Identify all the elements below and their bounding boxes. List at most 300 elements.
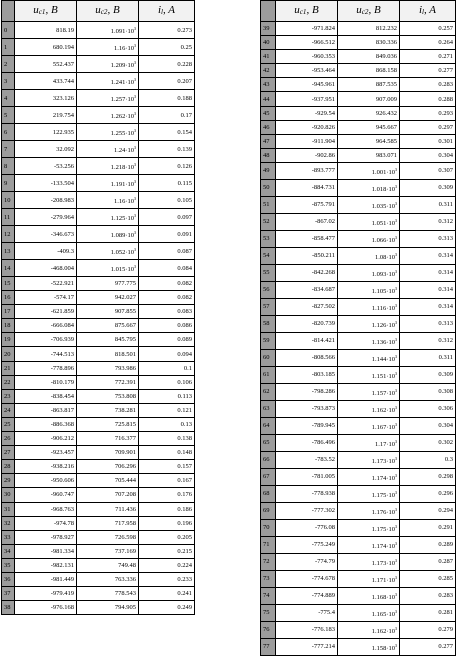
uc2-cell: 711.436: [77, 502, 139, 516]
il-cell: 0.306: [400, 400, 456, 417]
row-index-cell: 14: [2, 260, 15, 277]
table-row: [261, 536, 456, 553]
il-cell: 0.314: [400, 281, 456, 298]
uc1-cell: -744.513: [15, 347, 77, 361]
uc2-cell: $1.162\cdot 10^3$: [338, 621, 400, 638]
row-index-cell: 65: [261, 434, 276, 451]
row-index-cell: 68: [261, 485, 276, 502]
table-row: [2, 56, 195, 73]
row-index-cell: 60: [261, 349, 276, 366]
row-index-cell: 31: [2, 502, 15, 516]
table-row: [261, 451, 456, 468]
uc2-cell: $1.191\cdot 10^3$: [77, 175, 139, 192]
row-index-cell: 34: [2, 544, 15, 558]
uc1-cell: -850.211: [276, 247, 338, 264]
uc2-cell: $1.209\cdot 10^3$: [77, 56, 139, 73]
il-cell: 0.283: [400, 78, 456, 92]
index-column-header: [261, 1, 276, 22]
table-row: [2, 502, 195, 516]
table-row: [2, 432, 195, 446]
uc2-cell: 737.169: [77, 544, 139, 558]
row-index-cell: 8: [2, 158, 15, 175]
il-cell: 0.176: [139, 488, 195, 502]
table-row: [2, 277, 195, 291]
uc1-cell: -346.673: [15, 226, 77, 243]
uc2-cell: 793.986: [77, 361, 139, 375]
table-row: [2, 389, 195, 403]
table-row: [2, 260, 195, 277]
uc2-cell: $1.218\cdot 10^3$: [77, 158, 139, 175]
row-index-cell: 48: [261, 148, 276, 162]
row-index-cell: 17: [2, 305, 15, 319]
uc2-cell: $1.001\cdot 10^3$: [338, 162, 400, 179]
table-row: [261, 36, 456, 50]
row-index-cell: 64: [261, 417, 276, 434]
il-cell: 0.294: [400, 502, 456, 519]
uc2-cell: $1.168\cdot 10^3$: [338, 587, 400, 604]
il-cell: 0.313: [400, 230, 456, 247]
table-row: [261, 383, 456, 400]
table-row: [261, 366, 456, 383]
uc1-cell: -978.927: [15, 530, 77, 544]
uc2-cell: $1.174\cdot 10^3$: [338, 468, 400, 485]
uc1-cell: -133.504: [15, 175, 77, 192]
il-cell: 0.304: [400, 148, 456, 162]
row-index-cell: 45: [261, 106, 276, 120]
il-cell: 0.138: [139, 432, 195, 446]
il-cell: 0.082: [139, 291, 195, 305]
row-index-cell: 77: [261, 638, 276, 655]
uc1-cell: -279.964: [15, 209, 77, 226]
il-cell: 0.084: [139, 260, 195, 277]
row-index-cell: 0: [2, 22, 15, 39]
table-row: [2, 347, 195, 361]
il-cell: 0.287: [400, 553, 456, 570]
table-row: [2, 403, 195, 417]
table-row: [261, 332, 456, 349]
table-row: [2, 243, 195, 260]
uc1-cell: -974.78: [15, 516, 77, 530]
il-cell: 0.309: [400, 366, 456, 383]
row-index-cell: 18: [2, 319, 15, 333]
uc1-cell: -968.763: [15, 502, 77, 516]
table-row: [261, 485, 456, 502]
table-row: [261, 315, 456, 332]
uc2-cell: 845.795: [77, 333, 139, 347]
uc2-cell: $1.105\cdot 10^3$: [338, 281, 400, 298]
uc2-cell: $1.125\cdot 10^3$: [77, 209, 139, 226]
il-cell: 0.1: [139, 361, 195, 375]
il-cell: 0.106: [139, 375, 195, 389]
table-body: [2, 22, 195, 615]
uc2-cell: $1.144\cdot 10^3$: [338, 349, 400, 366]
data-table-left: [1, 0, 195, 615]
uc1-cell: -574.17: [15, 291, 77, 305]
uc1-cell: -786.496: [276, 434, 338, 451]
uc2-column-header: $u_{c2}$, B: [338, 1, 400, 22]
uc1-cell: -911.904: [276, 134, 338, 148]
row-index-cell: 56: [261, 281, 276, 298]
uc2-cell: $1.257\cdot 10^3$: [77, 90, 139, 107]
uc1-cell: -814.421: [276, 332, 338, 349]
row-index-cell: 44: [261, 92, 276, 106]
uc2-cell: $1.173\cdot 10^3$: [338, 451, 400, 468]
uc1-cell: -842.268: [276, 264, 338, 281]
uc2-cell: $1.093\cdot 10^3$: [338, 264, 400, 281]
row-index-cell: 57: [261, 298, 276, 315]
uc2-cell: 964.585: [338, 134, 400, 148]
uc1-cell: -783.52: [276, 451, 338, 468]
uc1-cell: -409.3: [15, 243, 77, 260]
il-cell: 0.139: [139, 141, 195, 158]
uc1-cell: -774.678: [276, 570, 338, 587]
row-index-cell: 72: [261, 553, 276, 570]
il-cell: 0.167: [139, 474, 195, 488]
il-cell: 0.113: [139, 389, 195, 403]
row-index-cell: 43: [261, 78, 276, 92]
il-cell: 0.228: [139, 56, 195, 73]
uc2-cell: $1.136\cdot 10^3$: [338, 332, 400, 349]
il-cell: 0.293: [400, 106, 456, 120]
data-table-right: [260, 0, 456, 656]
uc2-cell: 738.281: [77, 403, 139, 417]
uc2-cell: $1.17\cdot 10^3$: [338, 434, 400, 451]
table-row: [2, 175, 195, 192]
row-index-cell: 27: [2, 446, 15, 460]
table-row: [2, 375, 195, 389]
uc1-cell: 122.935: [15, 124, 77, 141]
il-cell: 0.279: [400, 621, 456, 638]
row-index-cell: 29: [2, 474, 15, 488]
table-row: [261, 417, 456, 434]
il-cell: 0.308: [400, 383, 456, 400]
table-row: [261, 230, 456, 247]
uc1-cell: -808.566: [276, 349, 338, 366]
table-row: [261, 179, 456, 196]
uc1-cell: -793.873: [276, 400, 338, 417]
row-index-cell: 6: [2, 124, 15, 141]
table-row: [2, 209, 195, 226]
uc1-cell: -981.334: [15, 544, 77, 558]
il-cell: 0.121: [139, 403, 195, 417]
table-row: [261, 553, 456, 570]
il-cell: 0.285: [400, 570, 456, 587]
uc2-cell: $1.171\cdot 10^3$: [338, 570, 400, 587]
il-cell: 0.311: [400, 196, 456, 213]
uc1-cell: 32.092: [15, 141, 77, 158]
row-index-cell: 42: [261, 64, 276, 78]
table-row: [2, 460, 195, 474]
row-index-cell: 54: [261, 247, 276, 264]
table-row: [2, 39, 195, 56]
table-row: [261, 587, 456, 604]
uc1-cell: -929.54: [276, 106, 338, 120]
row-index-cell: 23: [2, 389, 15, 403]
table-row: [2, 587, 195, 601]
uc2-cell: $1.157\cdot 10^3$: [338, 383, 400, 400]
table-row: [2, 124, 195, 141]
uc2-cell: 778.543: [77, 587, 139, 601]
table-row: [261, 638, 456, 655]
uc2-cell: 717.958: [77, 516, 139, 530]
il-cell: 0.233: [139, 572, 195, 586]
row-index-cell: 40: [261, 36, 276, 50]
uc1-cell: -777.302: [276, 502, 338, 519]
uc2-cell: $1.174\cdot 10^3$: [338, 536, 400, 553]
uc1-cell: -468.004: [15, 260, 77, 277]
il-cell: 0.277: [400, 638, 456, 655]
il-cell: 0.188: [139, 90, 195, 107]
header-row: [2, 1, 195, 22]
row-index-cell: 13: [2, 243, 15, 260]
il-cell: 0.309: [400, 179, 456, 196]
il-cell: 0.298: [400, 468, 456, 485]
uc2-cell: 907.009: [338, 92, 400, 106]
table-row: [2, 601, 195, 615]
uc2-cell: 709.901: [77, 446, 139, 460]
il-cell: 0.307: [400, 162, 456, 179]
uc1-column-header: $u_{c1}$, B: [276, 1, 338, 22]
uc1-cell: -621.859: [15, 305, 77, 319]
row-index-cell: 53: [261, 230, 276, 247]
il-cell: 0.205: [139, 530, 195, 544]
row-index-cell: 66: [261, 451, 276, 468]
il-cell: 0.311: [400, 349, 456, 366]
table-row: [261, 22, 456, 36]
uc1-cell: -838.454: [15, 389, 77, 403]
uc2-cell: 725.815: [77, 417, 139, 431]
uc1-cell: -858.477: [276, 230, 338, 247]
uc2-cell: 849.036: [338, 50, 400, 64]
row-index-cell: 67: [261, 468, 276, 485]
table-row: [2, 319, 195, 333]
uc2-cell: 818.501: [77, 347, 139, 361]
uc2-cell: 716.377: [77, 432, 139, 446]
uc2-column-header: $u_{c2}$, B: [77, 1, 139, 22]
uc1-cell: -875.791: [276, 196, 338, 213]
row-index-cell: 52: [261, 213, 276, 230]
table-row: [2, 516, 195, 530]
uc2-cell: 749.48: [77, 558, 139, 572]
table-row: [2, 446, 195, 460]
uc1-cell: -971.824: [276, 22, 338, 36]
uc2-cell: 945.667: [338, 120, 400, 134]
uc1-cell: -902.86: [276, 148, 338, 162]
uc2-cell: 887.535: [338, 78, 400, 92]
il-cell: 0.271: [400, 50, 456, 64]
row-index-cell: 2: [2, 56, 15, 73]
uc1-cell: 818.19: [15, 22, 77, 39]
uc2-cell: $1.091\cdot 10^3$: [77, 22, 139, 39]
il-cell: 0.126: [139, 158, 195, 175]
row-index-cell: 36: [2, 572, 15, 586]
uc2-cell: 875.667: [77, 319, 139, 333]
row-index-cell: 73: [261, 570, 276, 587]
uc1-cell: -666.084: [15, 319, 77, 333]
table-row: [2, 305, 195, 319]
uc1-cell: -945.961: [276, 78, 338, 92]
uc2-cell: 868.158: [338, 64, 400, 78]
uc2-cell: 705.444: [77, 474, 139, 488]
uc2-cell: $1.158\cdot 10^3$: [338, 638, 400, 655]
row-index-cell: 28: [2, 460, 15, 474]
table-body: [261, 22, 456, 656]
uc1-cell: -776.08: [276, 519, 338, 536]
table-row: [2, 73, 195, 90]
table-row: [261, 519, 456, 536]
uc1-cell: -953.464: [276, 64, 338, 78]
uc1-cell: -778.896: [15, 361, 77, 375]
il-cell: 0.312: [400, 332, 456, 349]
il-cell: 0.289: [400, 536, 456, 553]
il-cell: 0.314: [400, 298, 456, 315]
table-row: [2, 291, 195, 305]
table-row: [261, 468, 456, 485]
il-cell: 0.157: [139, 460, 195, 474]
uc2-cell: 983.071: [338, 148, 400, 162]
uc1-cell: -937.951: [276, 92, 338, 106]
il-cell: 0.097: [139, 209, 195, 226]
uc2-cell: $1.173\cdot 10^3$: [338, 553, 400, 570]
row-index-cell: 70: [261, 519, 276, 536]
row-index-cell: 10: [2, 192, 15, 209]
uc2-cell: $1.015\cdot 10^3$: [77, 260, 139, 277]
table-row: [2, 107, 195, 124]
uc1-cell: -920.826: [276, 120, 338, 134]
index-column-header: [2, 1, 15, 22]
uc2-cell: $1.116\cdot 10^3$: [338, 298, 400, 315]
row-index-cell: 12: [2, 226, 15, 243]
table-row: [261, 78, 456, 92]
row-index-cell: 4: [2, 90, 15, 107]
uc2-cell: $1.035\cdot 10^3$: [338, 196, 400, 213]
row-index-cell: 46: [261, 120, 276, 134]
il-cell: 0.087: [139, 243, 195, 260]
il-cell: 0.313: [400, 315, 456, 332]
table-row: [261, 502, 456, 519]
uc2-cell: $1.24\cdot 10^3$: [77, 141, 139, 158]
uc1-cell: 552.437: [15, 56, 77, 73]
il-cell: 0.296: [400, 485, 456, 502]
uc1-cell: -820.739: [276, 315, 338, 332]
row-index-cell: 50: [261, 179, 276, 196]
uc2-cell: $1.126\cdot 10^3$: [338, 315, 400, 332]
table-row: [261, 349, 456, 366]
il-cell: 0.13: [139, 417, 195, 431]
il-cell: 0.257: [400, 22, 456, 36]
il-cell: 0.277: [400, 64, 456, 78]
uc1-cell: -775.4: [276, 604, 338, 621]
row-index-cell: 55: [261, 264, 276, 281]
row-index-cell: 11: [2, 209, 15, 226]
uc2-cell: 794.905: [77, 601, 139, 615]
table-row: [261, 64, 456, 78]
uc1-cell: -777.214: [276, 638, 338, 655]
il-cell: 0.148: [139, 446, 195, 460]
uc1-cell: -960.353: [276, 50, 338, 64]
uc2-cell: 926.432: [338, 106, 400, 120]
uc2-cell: $1.162\cdot 10^3$: [338, 400, 400, 417]
uc2-cell: 707.208: [77, 488, 139, 502]
uc1-cell: -950.606: [15, 474, 77, 488]
table-row: [2, 544, 195, 558]
uc2-cell: 812.232: [338, 22, 400, 36]
il-cell: 0.314: [400, 264, 456, 281]
uc2-cell: 772.391: [77, 375, 139, 389]
table-row: [261, 400, 456, 417]
row-index-cell: 62: [261, 383, 276, 400]
il-cell: 0.314: [400, 247, 456, 264]
row-index-cell: 20: [2, 347, 15, 361]
il-cell: 0.154: [139, 124, 195, 141]
uc1-cell: -827.502: [276, 298, 338, 315]
uc1-cell: -789.945: [276, 417, 338, 434]
uc2-cell: $1.175\cdot 10^3$: [338, 485, 400, 502]
uc2-cell: $1.052\cdot 10^3$: [77, 243, 139, 260]
il-cell: 0.302: [400, 434, 456, 451]
table-row: [261, 196, 456, 213]
uc1-cell: -982.131: [15, 558, 77, 572]
il-cell: 0.083: [139, 305, 195, 319]
il-cell: 0.3: [400, 451, 456, 468]
table-row: [2, 192, 195, 209]
uc1-cell: -778.938: [276, 485, 338, 502]
row-index-cell: 19: [2, 333, 15, 347]
table-row: [2, 530, 195, 544]
il-cell: 0.291: [400, 519, 456, 536]
table-row: [261, 50, 456, 64]
row-index-cell: 69: [261, 502, 276, 519]
row-index-cell: 58: [261, 315, 276, 332]
table-row: [261, 604, 456, 621]
uc1-cell: -774.889: [276, 587, 338, 604]
row-index-cell: 16: [2, 291, 15, 305]
il-cell: 0.17: [139, 107, 195, 124]
il-cell: 0.105: [139, 192, 195, 209]
uc2-cell: $1.175\cdot 10^3$: [338, 519, 400, 536]
uc2-cell: $1.16\cdot 10^3$: [77, 39, 139, 56]
uc1-cell: -863.817: [15, 403, 77, 417]
uc1-cell: -775.249: [276, 536, 338, 553]
il-cell: 0.196: [139, 516, 195, 530]
table-row: [261, 106, 456, 120]
uc1-cell: -966.512: [276, 36, 338, 50]
il-cell: 0.249: [139, 601, 195, 615]
uc1-cell: 433.744: [15, 73, 77, 90]
uc1-cell: 219.754: [15, 107, 77, 124]
uc1-cell: 680.194: [15, 39, 77, 56]
uc1-column-header: $u_{c1}$, B: [15, 1, 77, 22]
uc2-cell: 753.808: [77, 389, 139, 403]
uc1-cell: -886.368: [15, 417, 77, 431]
uc1-cell: -774.79: [276, 553, 338, 570]
table-row: [2, 22, 195, 39]
uc1-cell: -981.449: [15, 572, 77, 586]
table-row: [2, 333, 195, 347]
table-row: [261, 148, 456, 162]
row-index-cell: 75: [261, 604, 276, 621]
uc1-cell: -938.216: [15, 460, 77, 474]
uc1-cell: -706.939: [15, 333, 77, 347]
row-index-cell: 71: [261, 536, 276, 553]
il-cell: 0.186: [139, 502, 195, 516]
header-row: [261, 1, 456, 22]
uc2-cell: $1.262\cdot 10^3$: [77, 107, 139, 124]
il-cell: 0.224: [139, 558, 195, 572]
row-index-cell: 74: [261, 587, 276, 604]
uc2-cell: $1.151\cdot 10^3$: [338, 366, 400, 383]
uc2-cell: $1.255\cdot 10^3$: [77, 124, 139, 141]
